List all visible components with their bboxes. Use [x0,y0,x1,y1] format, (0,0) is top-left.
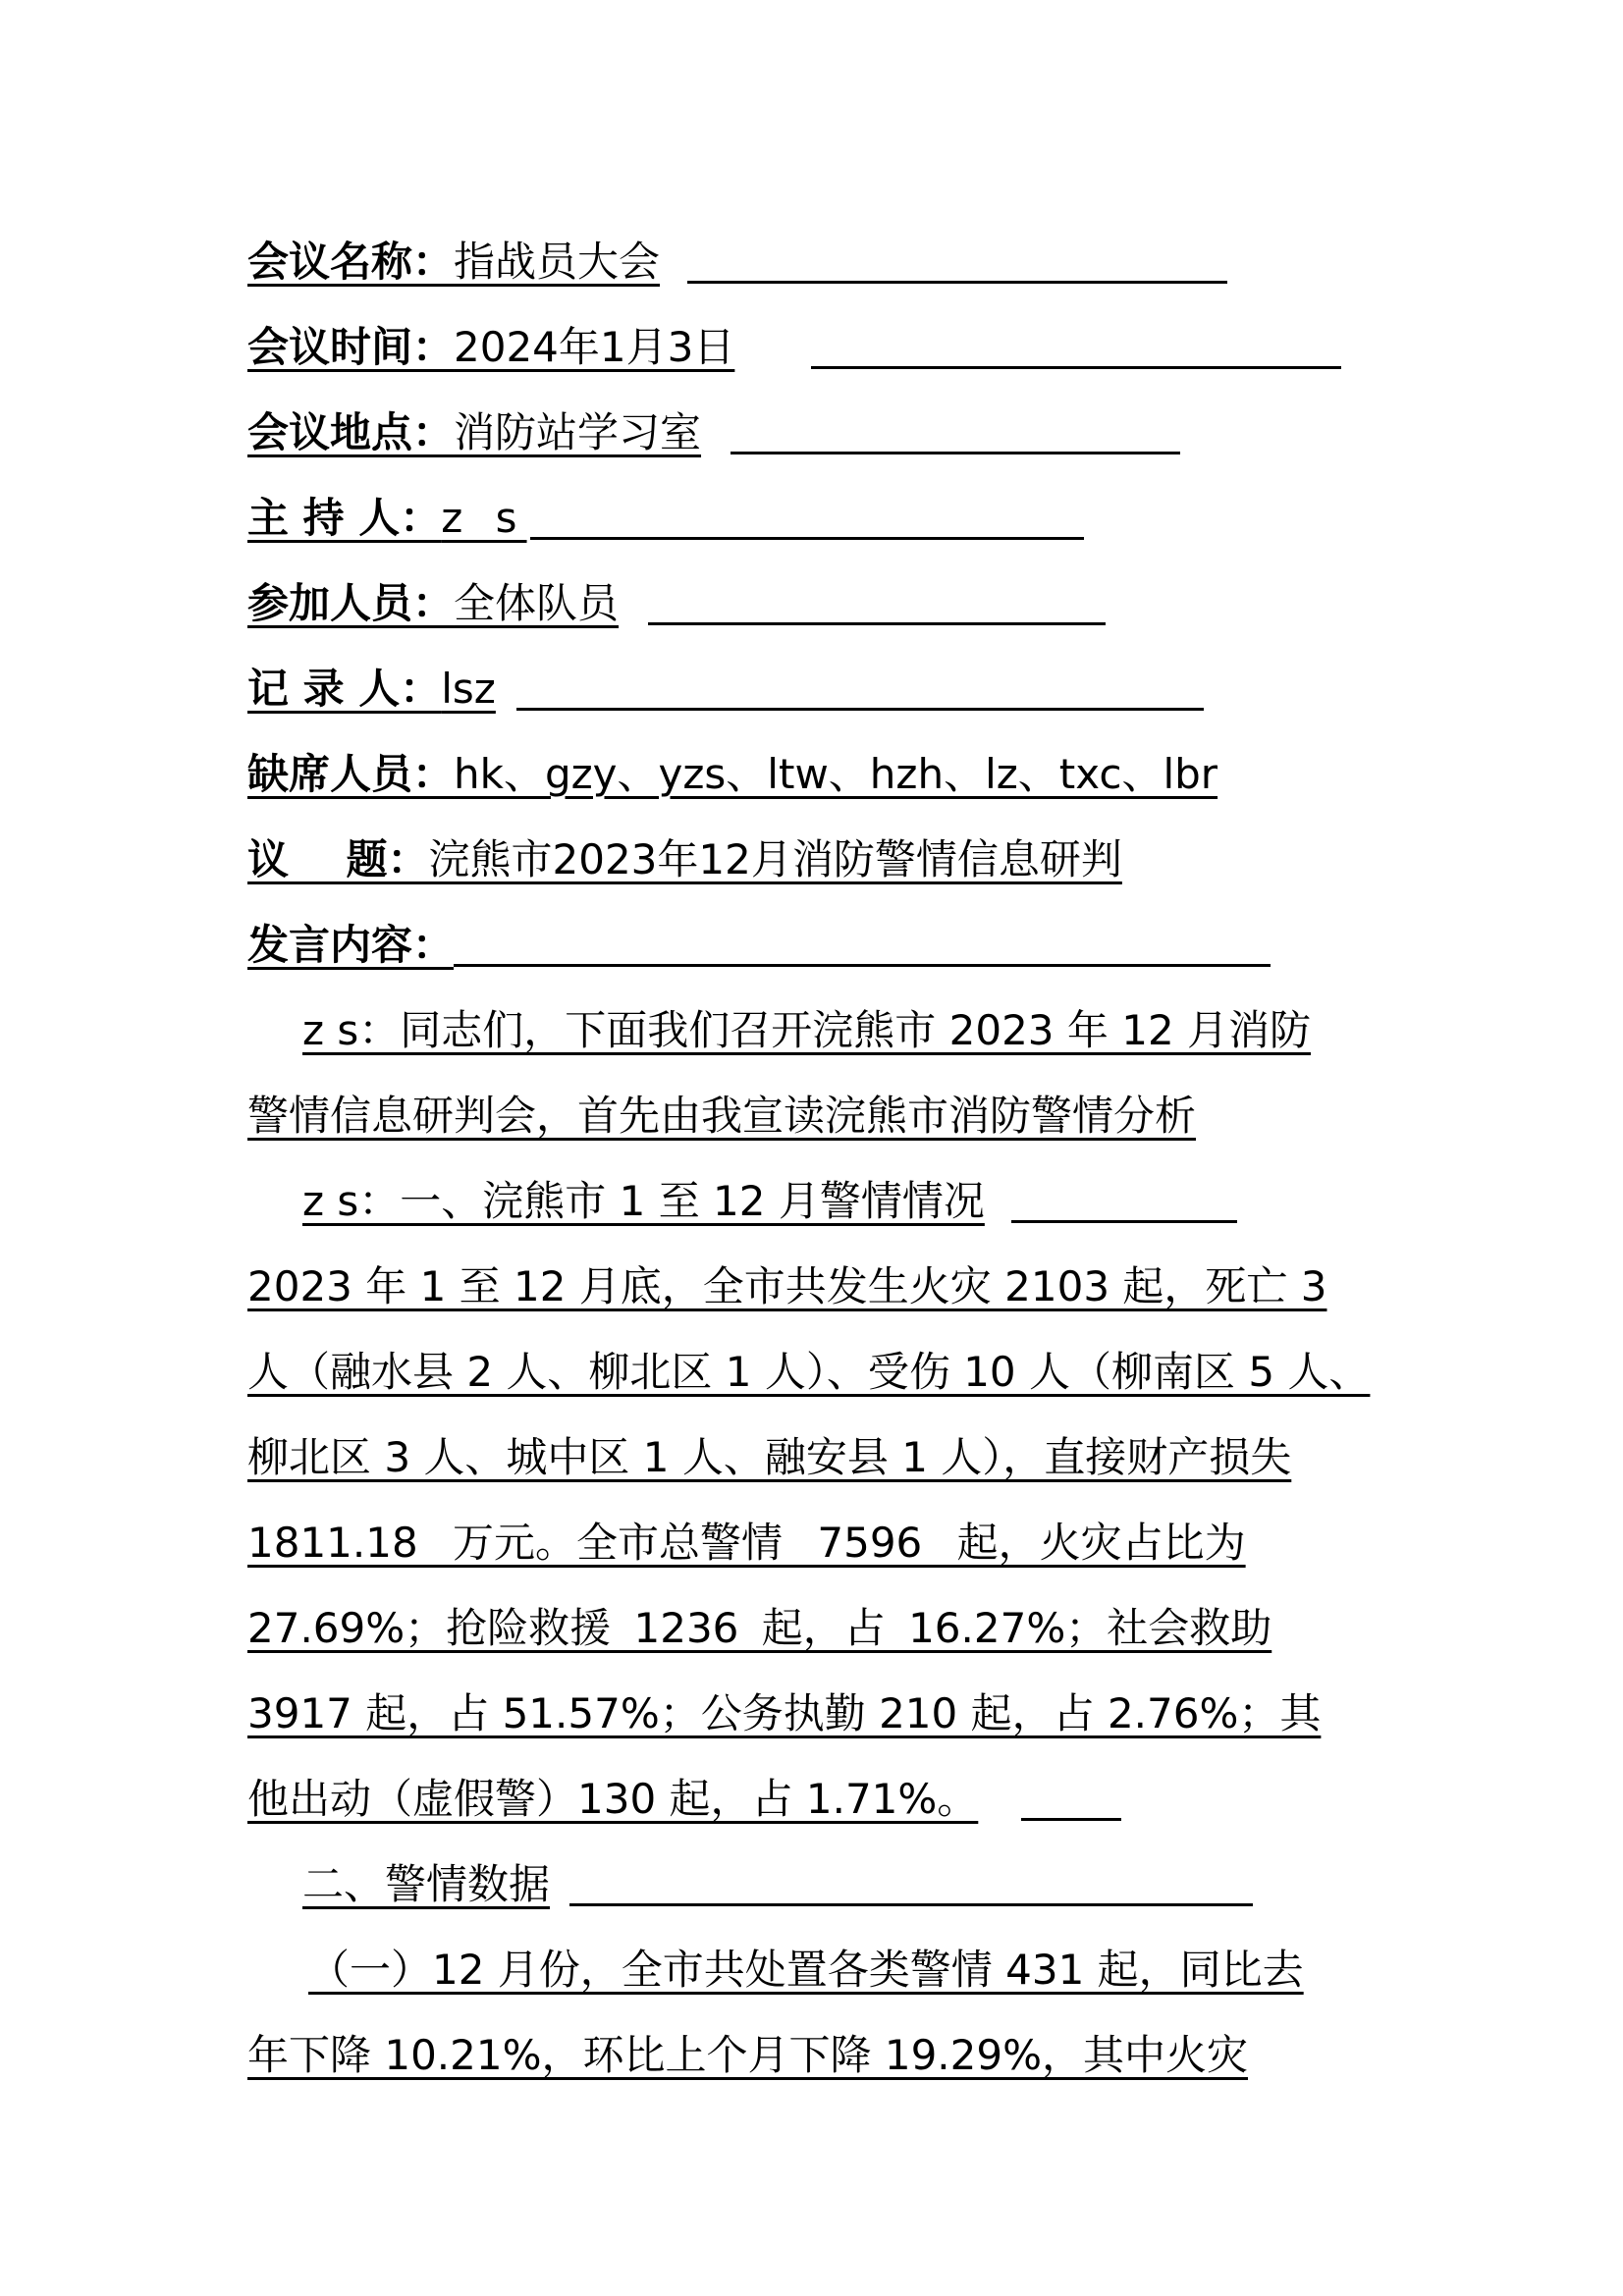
fill-rule [687,281,1227,284]
field-label: 缺席人员： [247,750,455,798]
field-label: 会议时间： [247,323,455,371]
speech-line [247,1089,1196,1148]
speech-line [247,1516,1246,1575]
speech-line [247,1430,1291,1489]
fill-rule [648,622,1106,625]
field-label: 参加人员： [247,579,455,627]
indent [247,1943,308,1998]
speech-line [247,1003,1311,1062]
speech-line [247,1686,1321,1745]
field-value: 浣熊市2023年12月消防警情信息研判 [428,835,1122,883]
fill-rule [1011,1220,1237,1223]
speech-text: 年下降 10.21%，环比上个月下降 19.29%，其中火灾 [247,2031,1248,2079]
field-label: 会议名称： [247,238,455,286]
field-value: 2024年1月3日 [454,323,735,371]
field-value: z s [441,494,527,542]
speech-text: z s：同志们，下面我们召开浣熊市 2023 年 12 月消防 [302,1006,1312,1054]
speech-line [247,1943,1304,2002]
field-value: 消防站学习室 [454,408,702,456]
speech-text: 3917 起，占 51.57%；公务执勤 210 起，占 2.76%；其 [247,1689,1322,1737]
speech-line [247,1174,985,1233]
speech-text: z s：一、浣熊市 1 至 12 月警情情况 [302,1177,985,1225]
field-meeting-name [247,235,660,294]
field-meeting-place [247,405,701,464]
field-absentees [247,747,1217,806]
field-label: 议 题： [247,835,429,883]
field-label: 发言内容： [247,921,455,969]
field-host [247,491,527,550]
fill-rule [569,1903,1253,1906]
fill-rule [516,708,1204,711]
speech-text: （一）12 月份，全市共处置各类警情 431 起，同比去 [308,1946,1304,1994]
field-value: 指战员大会 [454,238,661,286]
speech-text: 人（融水县 2 人、柳北区 1 人）、受伤 10 人（柳南区 5 人、 [247,1348,1371,1396]
field-value: lsz [441,665,496,713]
field-label: 会议地点： [247,408,455,456]
speech-line [247,1601,1271,1660]
fill-rule [530,537,1084,540]
field-meeting-time [247,320,734,379]
field-topic [247,832,1122,891]
speech-text: 1811.18 万元。全市总警情 7596 起，火灾占比为 [247,1519,1246,1567]
field-attendees [247,576,619,635]
speech-text: 二、警情数据 [302,1860,551,1908]
fill-rule [454,964,1271,967]
speech-text: 警情信息研判会，首先由我宣读浣熊市消防警情分析 [247,1092,1197,1140]
speech-text: 他出动（虚假警）130 起，占 1.71%。 [247,1775,979,1823]
fill-rule [811,366,1341,369]
speech-text: 2023 年 1 至 12 月底，全市共发生火灾 2103 起，死亡 3 [247,1262,1327,1310]
speech-line [247,1259,1326,1318]
speech-line [247,2028,1248,2087]
speech-line [247,1772,978,1831]
speech-line [247,1345,1370,1404]
speech-text: 柳北区 3 人、城中区 1 人、融安县 1 人），直接财产损失 [247,1433,1292,1481]
speech-line [247,1857,550,1916]
field-value: hk、gzy、yzs、ltw、hzh、lz、txc、lbr [454,750,1218,798]
indent [247,1003,302,1058]
indent [247,1857,302,1912]
indent [247,1174,302,1229]
field-label: 记 录 人： [247,665,442,713]
speech-text: 27.69%；抢险救援 1236 起，占 16.27%；社会救助 [247,1604,1272,1652]
field-recorder [247,662,496,721]
field-label: 主 持 人： [247,494,442,542]
fill-rule [730,452,1180,454]
field-value: 全体队员 [454,579,620,627]
fill-rule [1021,1818,1121,1821]
field-speech-content [247,918,454,977]
